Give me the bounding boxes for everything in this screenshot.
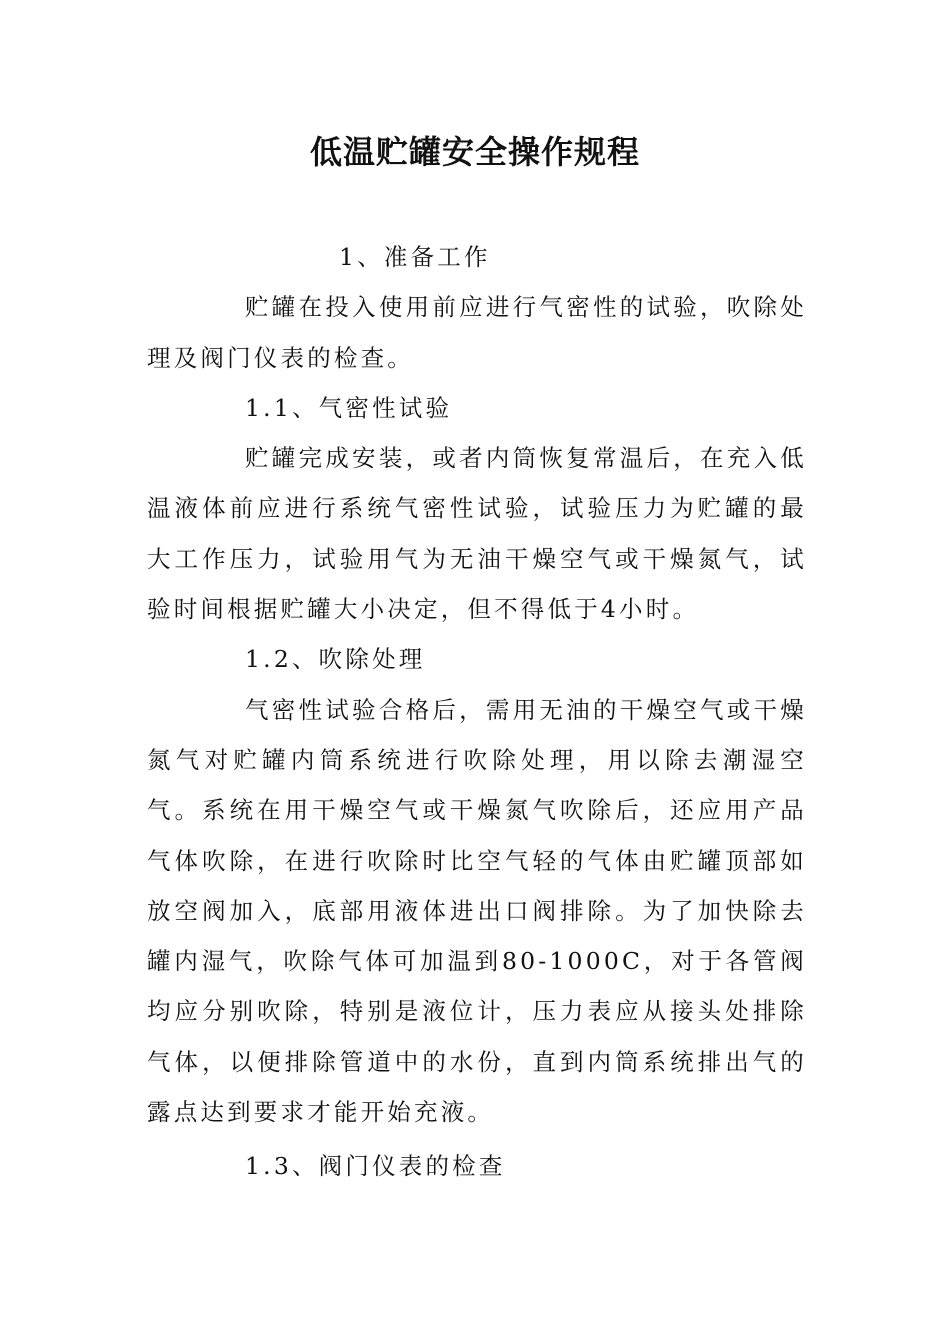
section-heading-1: 1、准备工作 (339, 243, 491, 271)
document-title: 低温贮罐安全操作规程 (309, 133, 640, 171)
paragraph-purging: 气密性试验合格后，需用无油的干燥空气或干燥氮气对贮罐内筒系统进行吹除处理，用以除去潮湿空气。系统在用干燥空气或干燥氮气吹除后，还应用产品气体吹除，在进行吹除时比空气轻的气体由贮罐顶部如放空阀加入，底部用液体进出口阀排除。为了加快除去罐内湿气，吹除气体可加温到80-1000C，对于各管阀均应分别吹除，特别是液位计，压力表应从接头处排除气体，以便排除管道中的水份，直到内筒系统排出气的露点达到要求才能开始充液。 (147, 695, 807, 1127)
document-body (147, 232, 807, 1192)
paragraph-airtightness-test: 贮罐完成安装，或者内筒恢复常温后，在充入低温液体前应进行系统气密性试验，试验压力为贮罐的最大工作压力，试验用气为无油干燥空气或干燥氮气，试验时间根据贮罐大小决定，但不得低于4小时。 (147, 444, 807, 624)
section-heading-1-3: 1.3、阀门仪表的检查 (245, 1152, 506, 1181)
section-heading-1-1: 1.1、气密性试验 (245, 393, 453, 422)
section-heading-1-2: 1.2、吹除处理 (245, 645, 426, 674)
paragraph-intro: 贮罐在投入使用前应进行气密性的试验，吹除处理及阀门仪表的检查。 (147, 293, 807, 372)
